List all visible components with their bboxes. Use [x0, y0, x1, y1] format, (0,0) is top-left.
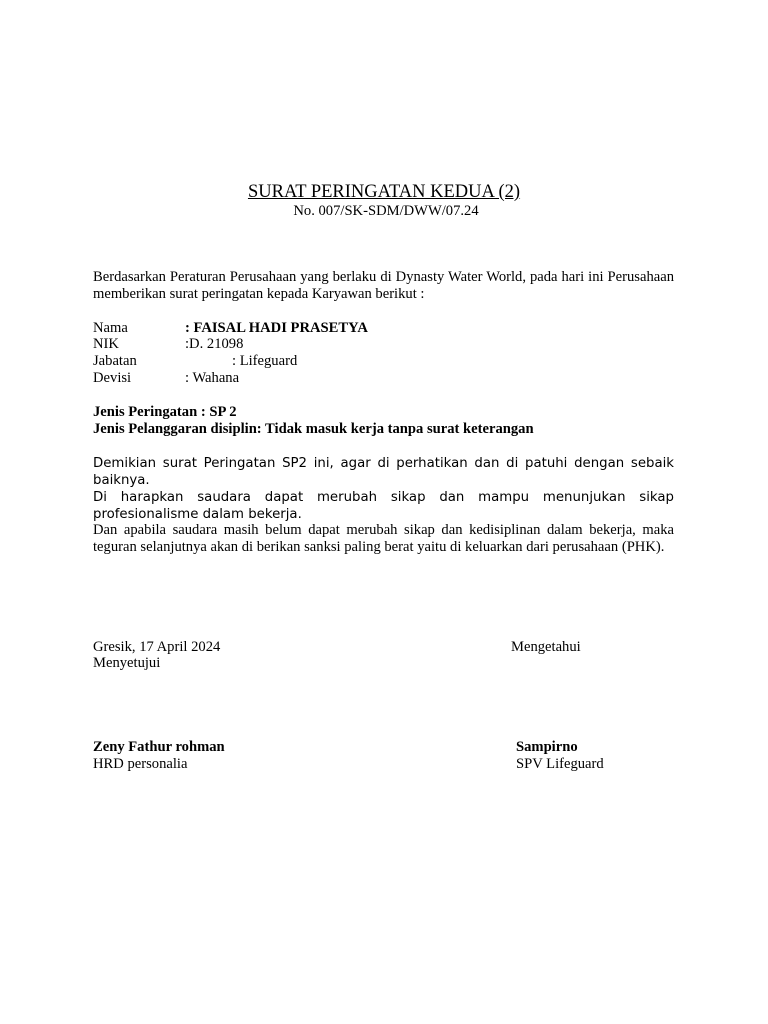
warning-type: Jenis Peringatan : SP 2 — [93, 404, 237, 420]
field-label-nama: Nama — [93, 320, 128, 336]
right-caption: Mengetahui — [511, 639, 581, 655]
field-value-devisi: : Wahana — [185, 370, 240, 386]
field-label-devisi: Devisi — [93, 370, 132, 386]
closing-line-2: Di harapkan saudara dapat merubah sikap dan mampu menunjukan sikap profesionalisme dalam bekerja. — [93, 490, 674, 522]
field-value-nik: :D. 21098 — [185, 336, 244, 352]
place-date: Gresik, 17 April 2024 — [93, 639, 221, 655]
letter-number: No. 007/SK-SDM/DWW/07.24 — [293, 203, 479, 219]
field-value-nama: : FAISAL HADI PRASETYA — [185, 320, 368, 336]
left-caption: Menyetujui — [93, 655, 161, 671]
letter-title: SURAT PERINGATAN KEDUA (2) — [247, 182, 521, 202]
closing-paragraph — [93, 455, 674, 523]
closing-line-1: Demikian surat Peringatan SP2 ini, agar di perhatikan dan di patuhi dengan sebaik baiknya. — [93, 456, 674, 488]
right-signer-role: SPV Lifeguard — [516, 756, 604, 772]
left-signer-role: HRD personalia — [93, 756, 188, 772]
field-label-nik: NIK — [93, 336, 119, 352]
field-value-jabatan: : Lifeguard — [232, 353, 298, 369]
consequence-paragraph: Dan apabila saudara masih belum dapat merubah sikap dan kedisiplinan dalam bekerja, maka teguran selanjutnya akan di berikan sanksi paling berat yaitu di keluarkan dari perusahaan (PHK). — [93, 522, 674, 555]
right-signer-name: Sampirno — [516, 739, 578, 755]
field-label-jabatan: Jabatan — [93, 353, 137, 369]
left-signer-name: Zeny Fathur rohman — [93, 739, 225, 755]
violation-type: Jenis Pelanggaran disiplin: Tidak masuk kerja tanpa surat keterangan — [93, 421, 534, 437]
intro-paragraph: Berdasarkan Peraturan Perusahaan yang berlaku di Dynasty Water World, pada hari ini Perusahaan memberikan surat peringatan kepada Karyawan berikut : — [93, 269, 674, 302]
